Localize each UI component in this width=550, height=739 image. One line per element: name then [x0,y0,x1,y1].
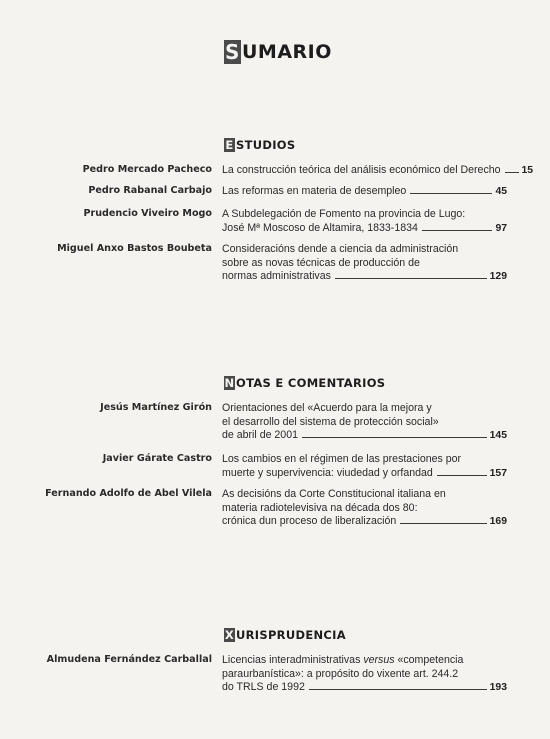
entry-author: Pedro Rabanal Carbajo [88,185,212,196]
section-label: STUDIOS [236,138,296,152]
section-initial: E [225,138,234,152]
entry-title: La construcción teórica del análisis económico del Derecho 15 [222,164,534,176]
page-number: 169 [489,516,507,528]
entry-title: Licencias interadministrativas versus «competencia paraurbanística»: a propósito do vixente art. 244.2 do TRLS de 1992 193 [222,654,507,694]
entry-author: Miguel Anxo Bastos Boubeta [57,243,212,254]
page-number: 97 [495,222,507,234]
section-initial: X [224,628,235,642]
dot-leader [422,222,493,231]
page-title [224,40,332,64]
section-heading-xurisprudencia [224,628,346,642]
entry-author: Jesús Martínez Girón [100,402,212,413]
section-label: OTAS E COMENTARIOS [236,376,386,390]
title-initial: S [225,40,240,64]
entry-title: Orientaciones del «Acuerdo para la mejora y el desarrollo del sistema de protección social» de abril de 2001 145 [222,402,507,442]
title-rest: UMARIO [242,41,332,63]
entry-author: Pedro Mercado Pacheco [82,164,212,175]
entry-author: Prudencio Viveiro Mogo [83,208,212,219]
dot-leader [309,681,487,690]
page-number: 15 [521,165,534,176]
entry-title: As decisións da Corte Constitucional italiana en materia radiotelevisiva na década dos 80: crónica dun proceso de liberalización 169 [222,488,507,528]
entry-title: Consideracións dende a ciencia da administración sobre as novas técnicas de producción de normas administrativas 129 [222,243,507,283]
page-number: 129 [489,271,507,283]
page-number: 145 [489,430,507,442]
entry-author: Fernando Adolfo de Abel Vilela [45,488,212,499]
dot-leader [335,270,487,279]
page-number: 45 [495,186,507,197]
entry-title: A Subdelegación de Fomento na provincia de Lugo: José Mª Moscoso de Altamira, 1833-1834 97 [222,208,507,234]
section-initial: N [224,376,235,390]
entry-author: Almudena Fernández Carballal [46,654,212,665]
entry-author: Javier Gárate Castro [102,453,212,464]
entry-title: Los cambios en el régimen de las prestaciones por muerte y supervivencia: viudedad y orfandad 157 [222,453,507,479]
dot-leader [302,429,487,438]
dot-leader [437,467,487,476]
dot-leader [400,515,486,524]
entry-title: Las reformas en materia de desempleo 45 [222,185,507,197]
dot-leader [505,164,519,173]
section-heading-notas [224,376,385,390]
section-heading-estudios [224,138,295,152]
page-number: 157 [489,467,507,479]
dot-leader [410,185,492,194]
page-number: 193 [489,682,507,694]
section-label: URISPRUDENCIA [236,628,346,642]
